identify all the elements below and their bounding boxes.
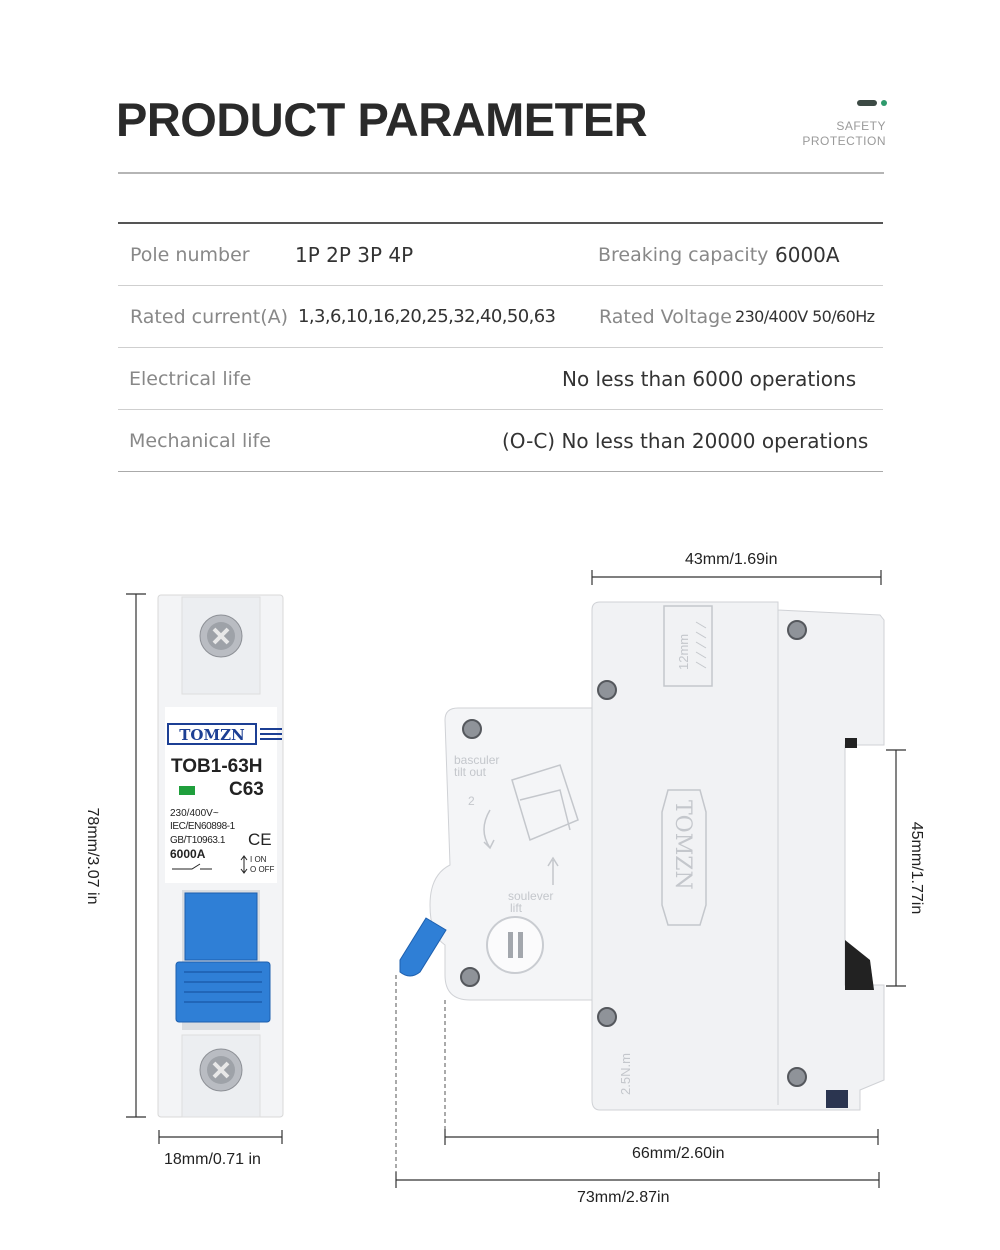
voltage-mark: 230/400V~ [170, 808, 219, 819]
ce-mark: CE [248, 830, 272, 849]
lever-handle[interactable] [400, 918, 446, 976]
front-width-dimension-line [159, 1130, 282, 1144]
capacity-mark: 6000A [170, 847, 206, 861]
rating-code: C63 [229, 779, 264, 800]
table-row [118, 224, 883, 286]
breaking-capacity-value: 6000A [775, 243, 840, 267]
breaker-front-view [0, 520, 320, 1180]
height-dimension-line [126, 594, 146, 1117]
lift-text-2: lift [510, 901, 522, 915]
status-indicator [179, 786, 195, 795]
electrical-life-label: Electrical life [129, 368, 252, 390]
tag-line-1: SAFETY [836, 119, 886, 133]
bottom-screw-icon [200, 1049, 242, 1091]
page-title: PRODUCT PARAMETER [116, 93, 648, 146]
table-row [118, 410, 883, 472]
tilt-text-1: basculer [454, 753, 500, 767]
toggle-handle[interactable] [185, 893, 257, 960]
pole-number-value: 1P 2P 3P 4P [295, 243, 414, 267]
off-label: O OFF [250, 865, 275, 874]
rated-voltage-value: 230/400V 50/60Hz [735, 307, 875, 326]
tag-line-2: PROTECTION [802, 134, 886, 148]
brand-logo: TOMZN [179, 726, 245, 744]
model-number: TOB1-63H [171, 756, 263, 777]
parameter-table [118, 222, 883, 472]
standard-gb: GB/T10963.1 [170, 835, 226, 846]
strip-length-label: 12mm [676, 633, 691, 670]
mechanical-life-label: Mechanical life [129, 430, 271, 452]
mechanical-life-value: (O-C) No less than 20000 operations [502, 429, 869, 453]
side-depth-dimension-line [445, 1129, 878, 1145]
tag-dots-icon [857, 100, 887, 106]
step-number: 2 [468, 794, 475, 808]
rated-current-label: Rated current(A) [130, 306, 289, 328]
electrical-life-value: No less than 6000 operations [562, 367, 857, 391]
front-width-dimension-label: 18mm/0.71 in [164, 1151, 261, 1168]
side-depth-dimension-label: 66mm/2.60in [632, 1145, 725, 1162]
total-depth-dimension-line [396, 1172, 879, 1188]
rated-current-value: 1,3,6,10,16,20,25,32,40,50,63 [298, 306, 556, 327]
side-height-dimension-line [886, 750, 906, 986]
terminal-screw-icon [487, 917, 543, 973]
side-body [592, 602, 884, 1110]
side-height-dimension-label: 45mm/1.77in [908, 821, 925, 915]
height-dimension-label: 78mm/3.07 in [84, 807, 101, 905]
tilt-text-2: tilt out [454, 765, 487, 779]
breaking-capacity-label: Breaking capacity [598, 244, 769, 266]
lift-text-1: soulever [508, 889, 554, 903]
on-label: I ON [250, 855, 267, 864]
breaker-side-view [380, 540, 940, 1210]
brand-emboss: TOMZN [670, 800, 695, 890]
header-divider [118, 172, 884, 174]
pole-number-label: Pole number [130, 244, 250, 266]
top-width-dimension-line [592, 570, 881, 585]
rated-voltage-label: Rated Voltage [599, 306, 732, 328]
top-width-dimension-label: 43mm/1.69in [685, 551, 778, 568]
standard-iec: IEC/EN60898-1 [170, 821, 235, 832]
table-row [118, 286, 883, 348]
top-screw-icon [200, 615, 242, 657]
table-row [118, 348, 883, 410]
total-depth-dimension-label: 73mm/2.87in [577, 1189, 670, 1206]
torque-label: 2.5N.m [618, 1053, 633, 1095]
